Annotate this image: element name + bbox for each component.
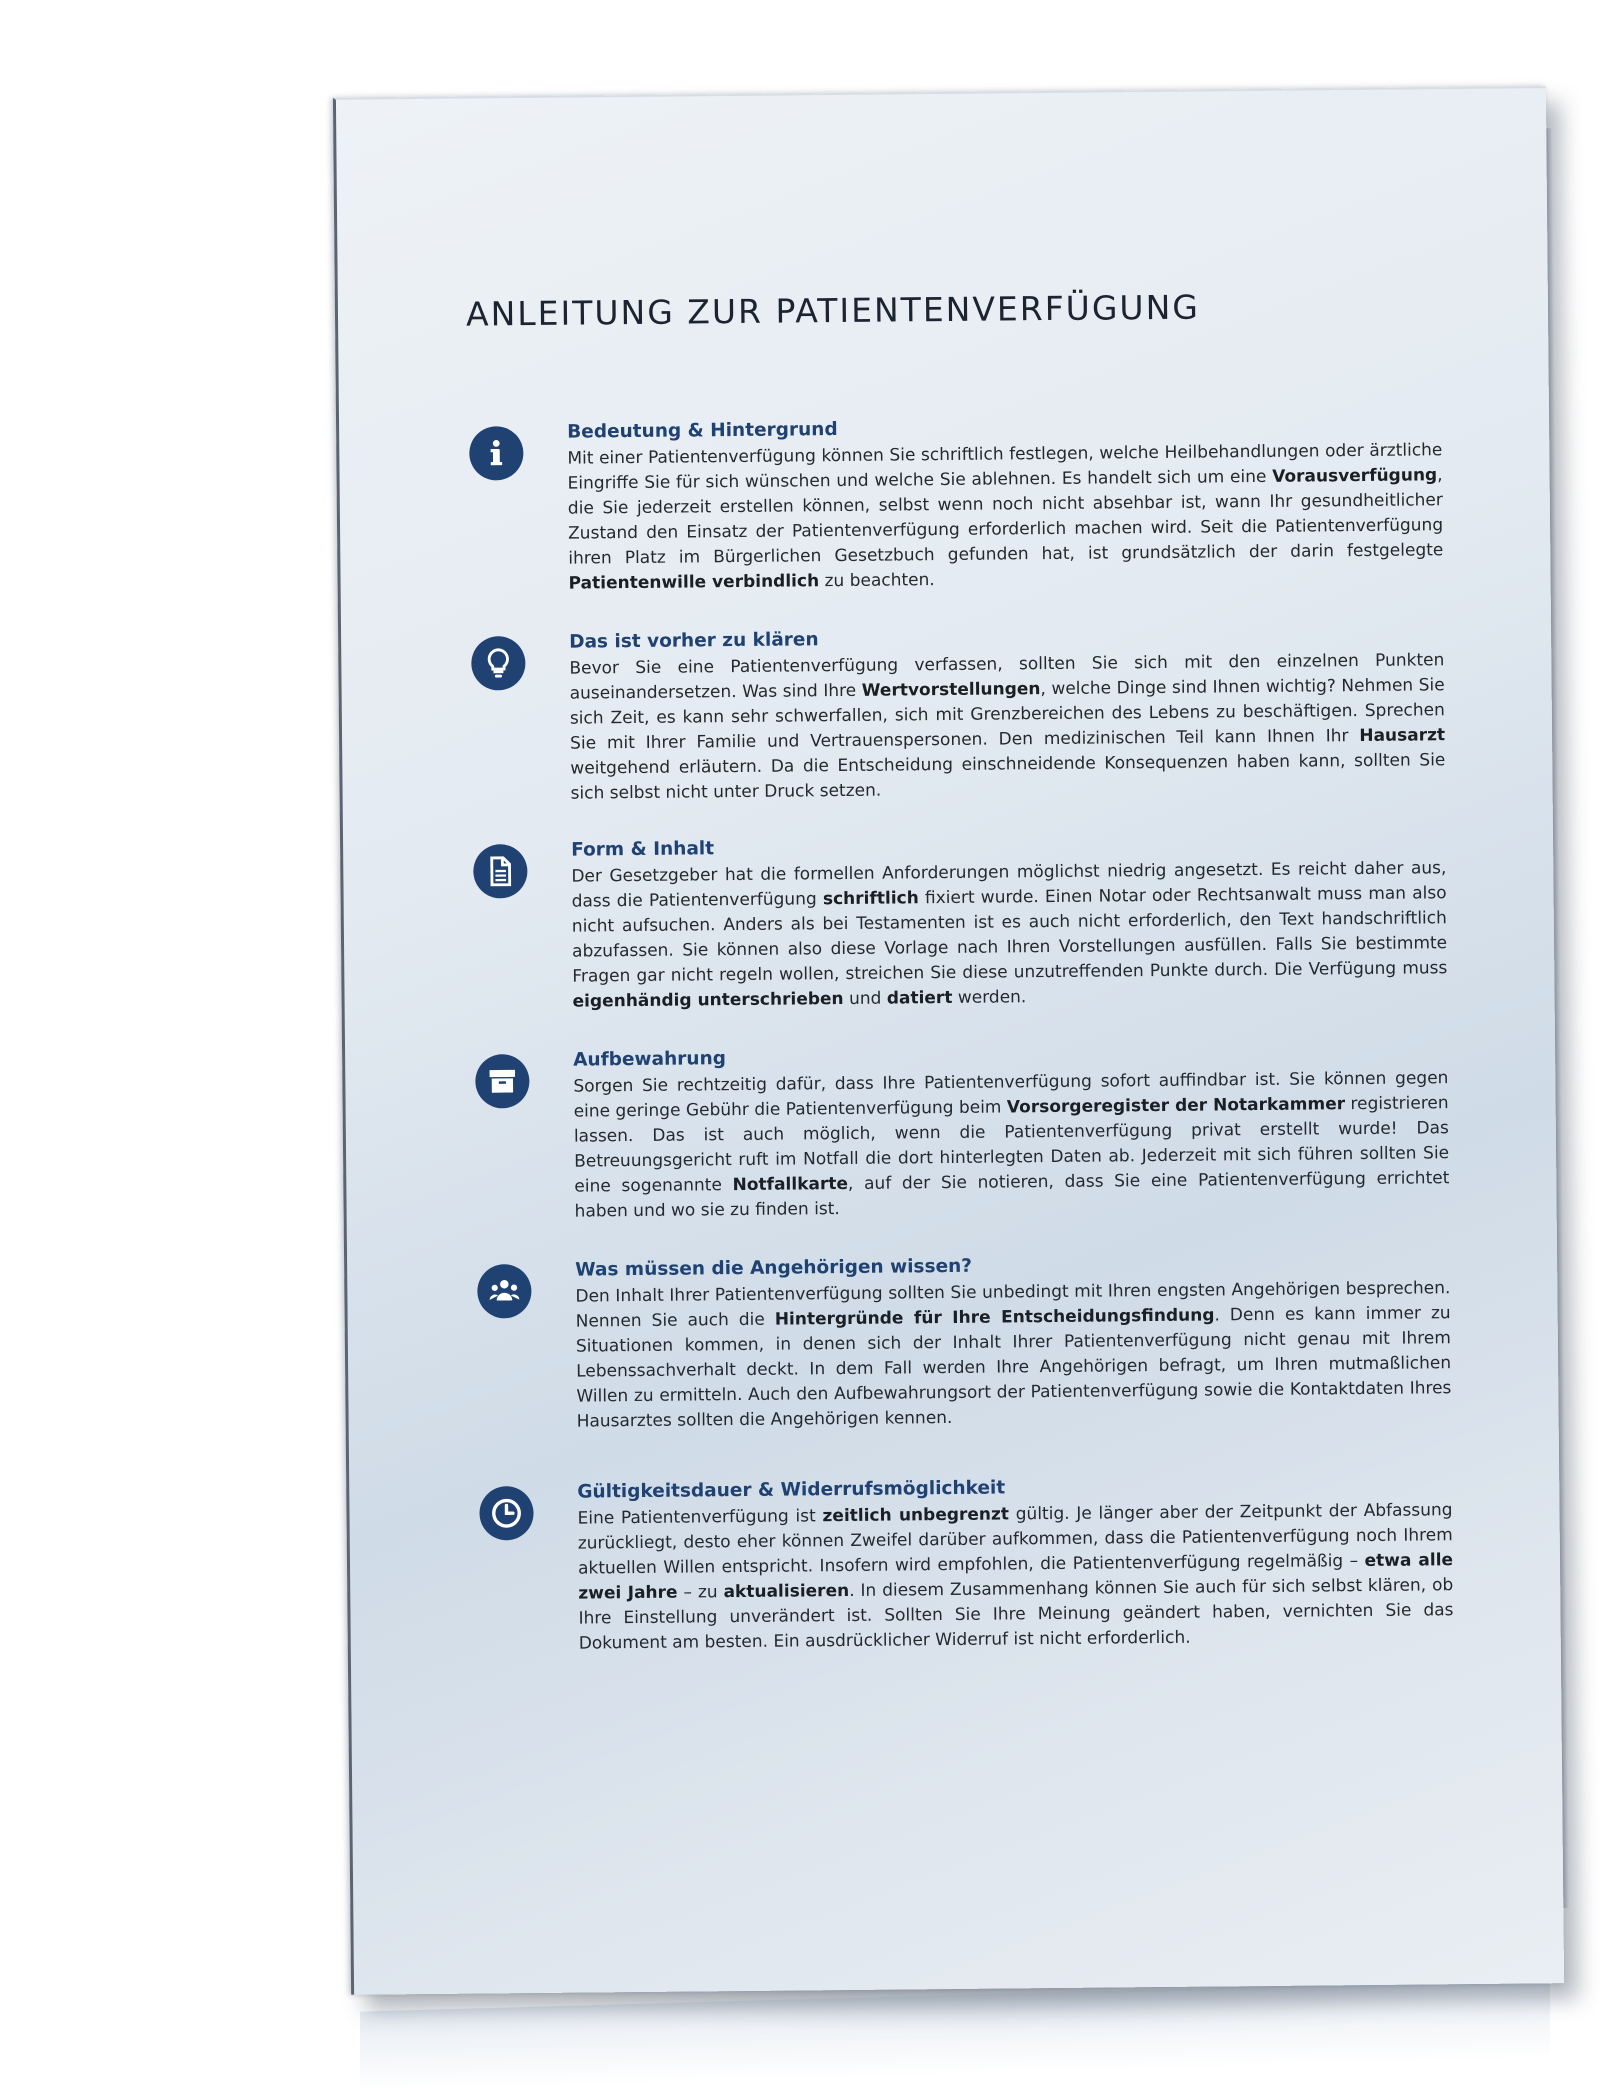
page-edge-shading xyxy=(1546,128,1569,1908)
emphasis-text: Hausarzt xyxy=(1359,725,1446,747)
emphasis-text: Vorausverfügung xyxy=(1272,465,1438,487)
section-text: Eine Patientenverfügung ist zeitlich unbegrenzt gültig. Je länger aber der Zeitpunkt der Abfassung zurückliegt, desto eher können Zweifel darüber aufkommen, dass die Patientenverfügung noch Ihrem aktuellen Willen entspricht. Insofern wird empfohlen, die Patientenverfügung regelmäßig – etwa alle zwei Jahre – zu aktualisieren. In diesem Zusammenhang können Sie auch für sich selbst klären, ob Ihre Einstellung unverändert ist. Sollten Sie Ihre Meinung geändert haben, vernichten Sie das Dokument am besten. Ein ausdrücklicher Widerruf ist nicht erforderlich. xyxy=(577,1500,1454,1654)
info-icon xyxy=(469,426,524,481)
section-aufbewahrung xyxy=(475,1039,1485,1222)
document-title: ANLEITUNG ZUR PATIENTENVERFÜGUNG xyxy=(465,287,1201,334)
emphasis-text: Wertvorstellungen xyxy=(861,679,1041,701)
emphasis-text: aktualisieren xyxy=(723,1580,850,1603)
section-heading: Bedeutung & Hintergrund xyxy=(567,419,838,443)
emphasis-text: Vorsorgeregister der Notarkammer xyxy=(1006,1094,1346,1118)
document-page xyxy=(333,86,1564,1995)
emphasis-text: zeitlich unbegrenzt xyxy=(822,1504,1010,1527)
section-text: Mit einer Patientenverfügung können Sie schriftlich festlegen, welche Heilbehandlungen oder ärztliche Eingriffe Sie für sich wünschen und welche Sie ablehnen. Es handelt sich um eine Vorausverfügung, die Sie jederzeit erstellen können, selbst wenn noch nicht absehbar ist, wann Ihr gesundheitlicher Zustand den Einsatz der Patientenverfügung erforderlich machen wird. Seit die Patientenverfügung ihren Platz im Bürgerlichen Gesetzbuch gefunden hat, ist grundsätzlich der darin festgelegte Patientenwille verbindlich zu beachten. xyxy=(567,440,1444,594)
section-angehoerige xyxy=(477,1249,1487,1432)
section-heading: Form & Inhalt xyxy=(571,838,715,861)
emphasis-text: Hintergründe für Ihre Entscheidungsfindung xyxy=(774,1305,1215,1330)
section-form-inhalt xyxy=(473,829,1483,1012)
section-gueltigkeit xyxy=(479,1471,1489,1654)
section-heading: Aufbewahrung xyxy=(573,1048,727,1071)
people-group-icon xyxy=(477,1264,532,1319)
section-vorher-klaeren xyxy=(471,621,1481,804)
section-bedeutung xyxy=(469,411,1479,594)
lightbulb-icon xyxy=(471,636,526,691)
emphasis-text: Notfallkarte xyxy=(732,1173,849,1196)
section-text: Sorgen Sie rechtzeitig dafür, dass Ihre Patientenverfügung sofort auffindbar ist. Sie können gegen eine geringe Gebühr die Patientenverfügung beim Vorsorgeregister der Notarkammer registrieren lassen. Das ist auch möglich, wenn die Patientenverfügung privat erstellt wurde! Das Betreuungsgericht ruft im Notfall die dort hinterlegten Daten ab. Jederzeit mit sich führen sollten Sie eine sogenannte Notfallkarte, auf der Sie notieren, dass Sie eine Patientenverfügung errichtet haben und wo sie zu finden ist. xyxy=(573,1068,1450,1222)
section-heading: Gültigkeitsdauer & Widerrufsmöglichkeit xyxy=(577,1477,1006,1503)
emphasis-text: eigenhändig unterschrieben xyxy=(572,989,844,1012)
document-icon xyxy=(473,844,528,899)
section-heading: Das ist vorher zu klären xyxy=(569,629,819,653)
emphasis-text: etwa alle zwei Jahre xyxy=(578,1550,1454,1604)
archive-box-icon xyxy=(475,1054,530,1109)
section-text: Bevor Sie eine Patientenverfügung verfassen, sollten Sie sich mit den einzelnen Punkten auseinandersetzen. Was sind Ihre Wertvorstellungen, welche Dinge sind Ihnen wichtig? Nehmen Sie sich Zeit, es kann sehr schwerfallen, sich mit Grenzbereichen des Lebens zu beschäftigen. Sprechen Sie mit Ihrer Familie und Vertrauenspersonen. Den medizinischen Teil kann Ihnen Ihr Hausarzt weitgehend erläutern. Da die Entscheidung einschneidende Konsequenzen haben kann, sollten Sie sich selbst nicht unter Druck setzen. xyxy=(569,650,1446,804)
section-heading: Was müssen die Angehörigen wissen? xyxy=(575,1255,973,1281)
section-text: Der Gesetzgeber hat die formellen Anforderungen möglichst niedrig angesetzt. Es reicht daher aus, dass die Patientenverfügung schriftlich fixiert wurde. Einen Notar oder Rechtsanwalt muss man also nicht aufsuchen. Anders als bei Testamenten ist es auch nicht erforderlich, den Text handschriftlich abzufassen. Sie können also diese Vorlage nach Ihren Vorstellungen ausfüllen. Falls Sie bestimmte Fragen gar nicht regeln wollen, streichen Sie diese unzutreffenden Punkte durch. Die Verfügung muss eigenhändig unterschrieben und datiert werden. xyxy=(571,858,1448,1012)
emphasis-text: Patientenwille verbindlich xyxy=(568,571,820,594)
clock-icon xyxy=(479,1486,534,1541)
emphasis-text: datiert xyxy=(886,987,953,1009)
section-text: Den Inhalt Ihrer Patientenverfügung sollten Sie unbedingt mit Ihren engsten Angehörigen besprechen. Nennen Sie auch die Hintergründe für Ihre Entscheidungsfindung. Denn es kann immer zu Situationen kommen, in denen sich der Inhalt Ihrer Patientenverfügung nicht genau mit Ihrem Lebenssachverhalt deckt. In dem Fall werden Ihre Angehörigen befragt, um Ihren mutmaßlichen Willen zu ermitteln. Auch den Aufbewahrungsort der Patientenverfügung sowie die Kontaktdaten Ihres Hausarztes sollten die Angehörigen kennen. xyxy=(575,1278,1452,1432)
emphasis-text: schriftlich xyxy=(822,888,919,910)
